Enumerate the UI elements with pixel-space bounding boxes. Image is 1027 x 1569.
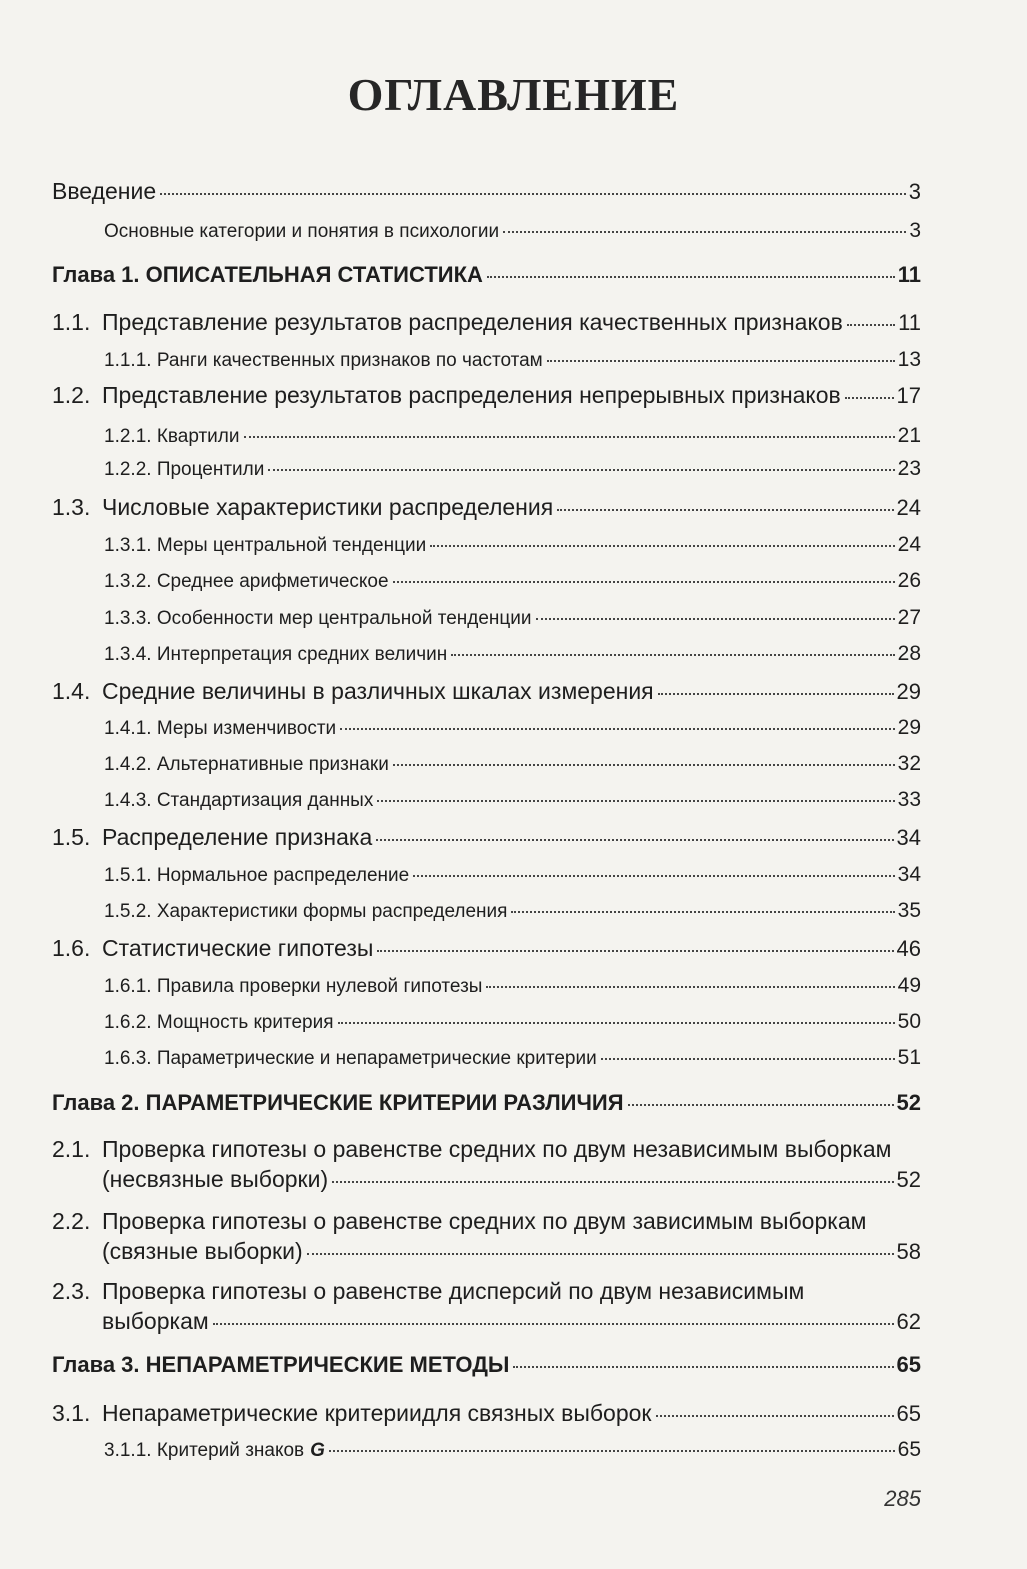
- dot-leader: [845, 397, 894, 399]
- entry-page: 65: [896, 1401, 921, 1426]
- entry-title: Статистические гипотезы: [102, 935, 374, 961]
- dot-leader: [847, 324, 895, 326]
- toc-entry-subsection[interactable]: [104, 569, 921, 593]
- toc-entry-section-continuation[interactable]: [102, 1166, 921, 1193]
- entry-title: 1.2.1. Квартили: [104, 426, 240, 447]
- toc-entry-subsection[interactable]: [104, 348, 921, 372]
- toc-entry-subsection[interactable]: [104, 863, 921, 887]
- toc-entry-subsection[interactable]: [104, 219, 921, 243]
- toc-entry-subsection[interactable]: [104, 716, 921, 740]
- entry-page: 29: [897, 716, 921, 739]
- entry-page: 27: [897, 606, 921, 629]
- toc-entry-section-continuation[interactable]: [102, 1238, 921, 1265]
- dot-leader: [486, 986, 894, 988]
- toc-entry-section[interactable]: [52, 309, 921, 336]
- dot-leader: [377, 800, 894, 802]
- toc-entry-section[interactable]: [52, 1208, 921, 1235]
- entry-page: 17: [896, 383, 921, 408]
- entry-page: 13: [897, 348, 921, 371]
- toc-entry-chapter-2[interactable]: [52, 1090, 921, 1116]
- toc-entry-section-continuation[interactable]: [102, 1308, 921, 1335]
- entry-page: 23: [897, 457, 921, 480]
- dot-leader: [547, 360, 895, 362]
- section-number: 3.1.: [52, 1400, 91, 1426]
- dot-leader: [430, 545, 894, 547]
- entry-title: Глава 2. ПАРАМЕТРИЧЕСКИЕ КРИТЕРИИ РАЗЛИЧИЯ: [52, 1090, 624, 1115]
- page-number: 285: [884, 1486, 921, 1511]
- entry-title: Представление результатов распределения качественных признаков: [102, 309, 843, 335]
- entry-title: Проверка гипотезы о равенстве дисперсий по двум независимым: [102, 1278, 805, 1304]
- entry-title: 3.1.1. Критерий знаков: [104, 1440, 305, 1461]
- section-number: 1.4.: [52, 678, 91, 704]
- entry-title: 1.5.2. Характеристики формы распределения: [104, 901, 508, 922]
- dot-leader: [451, 654, 894, 656]
- toc-entry-section[interactable]: [52, 935, 921, 962]
- entry-page: 33: [897, 788, 921, 811]
- entry-page: 49: [897, 974, 921, 997]
- section-number: 1.6.: [52, 935, 91, 961]
- toc-entry-subsection[interactable]: [104, 642, 921, 666]
- entry-title: 1.5.1. Нормальное распределение: [104, 865, 410, 886]
- toc-entry-section[interactable]: [52, 494, 921, 521]
- entry-title: 1.4.3. Стандартизация данных: [104, 790, 374, 811]
- entry-page: 52: [896, 1167, 921, 1192]
- entry-title: 1.4.2. Альтернативные признаки: [104, 754, 389, 775]
- entry-page: 32: [897, 752, 921, 775]
- dot-leader: [601, 1058, 895, 1060]
- toc-entry-section[interactable]: [52, 382, 921, 409]
- section-number: 1.1.: [52, 309, 91, 335]
- toc-entry-introduction[interactable]: [52, 178, 921, 205]
- dot-leader: [268, 469, 894, 471]
- toc-entry-section[interactable]: [52, 824, 921, 851]
- dot-leader: [511, 911, 894, 913]
- entry-page: 34: [897, 863, 921, 886]
- entry-title-continuation: (связные выборки): [102, 1238, 303, 1264]
- toc-entry-subsection[interactable]: [104, 974, 921, 998]
- toc-entry-subsection[interactable]: [104, 899, 921, 923]
- entry-title: Глава 3. НЕПАРАМЕТРИЧЕСКИЕ МЕТОДЫ: [52, 1352, 510, 1377]
- entry-title: Непараметрические критериидля связных выборок: [102, 1400, 652, 1426]
- entry-title: 1.1.1. Ранги качественных признаков по частотам: [104, 350, 543, 371]
- dot-leader: [393, 581, 895, 583]
- dot-leader: [329, 1450, 895, 1452]
- entry-page: 24: [897, 533, 921, 556]
- dot-leader: [656, 1415, 894, 1417]
- dot-leader: [338, 1022, 895, 1024]
- entry-page: 11: [897, 262, 921, 287]
- entry-page: 34: [896, 825, 921, 850]
- entry-title: 1.2.2. Процентили: [104, 459, 265, 480]
- entry-title: 1.6.1. Правила проверки нулевой гипотезы: [104, 976, 483, 997]
- entry-title: Представление результатов распределения непрерывных признаков: [102, 382, 841, 408]
- toc-entry-chapter-3[interactable]: [52, 1352, 921, 1378]
- entry-page: 65: [897, 1438, 921, 1461]
- toc-entry-subsection[interactable]: [104, 424, 921, 448]
- dot-leader: [244, 436, 895, 438]
- entry-page: 50: [897, 1010, 921, 1033]
- entry-page: 58: [896, 1239, 921, 1264]
- entry-page: 62: [896, 1309, 921, 1334]
- entry-page: 52: [896, 1090, 921, 1115]
- dot-leader: [213, 1323, 894, 1325]
- dot-leader: [628, 1104, 894, 1106]
- entry-title: 1.3.1. Меры центральной тенденции: [104, 535, 427, 556]
- dot-leader: [658, 693, 894, 695]
- section-number: 2.2.: [52, 1208, 91, 1234]
- entry-title-continuation: (несвязные выборки): [102, 1166, 329, 1192]
- entry-page: 51: [897, 1046, 921, 1069]
- dot-leader: [377, 950, 893, 952]
- dot-leader: [413, 875, 894, 877]
- dot-leader: [393, 764, 895, 766]
- entry-title: 1.6.2. Мощность критерия: [104, 1012, 334, 1033]
- dot-leader: [376, 839, 893, 841]
- entry-title: Основные категории и понятия в психологии: [104, 221, 500, 242]
- dot-leader: [160, 193, 906, 195]
- section-number: 2.1.: [52, 1136, 91, 1162]
- entry-page: 35: [897, 899, 921, 922]
- toc-entry-section[interactable]: [52, 1400, 921, 1427]
- entry-title: 1.3.4. Интерпретация средних величин: [104, 644, 448, 665]
- toc-entry-section[interactable]: [52, 1136, 921, 1163]
- entry-title: Введение: [52, 178, 157, 204]
- entry-title: 1.6.3. Параметрические и непараметрические критерии: [104, 1048, 597, 1069]
- entry-title: 1.3.2. Среднее арифметическое: [104, 571, 389, 592]
- criterion-symbol: G: [310, 1440, 325, 1461]
- toc-entry-subsection[interactable]: [104, 1046, 921, 1070]
- toc-entry-subsection[interactable]: [104, 1438, 921, 1462]
- toc-entry-chapter-1[interactable]: [52, 262, 921, 288]
- entry-page: 26: [897, 569, 921, 592]
- entry-page: 29: [896, 679, 921, 704]
- entry-page: 3: [908, 179, 921, 204]
- section-number: 2.3.: [52, 1278, 91, 1304]
- entry-page: 21: [897, 424, 921, 447]
- entry-title: Распределение признака: [102, 824, 373, 850]
- toc-entry-subsection[interactable]: [104, 1010, 921, 1034]
- entry-title: 1.3.3. Особенности мер центральной тенденции: [104, 608, 532, 629]
- section-number: 1.3.: [52, 494, 91, 520]
- toc-entry-subsection[interactable]: [104, 752, 921, 776]
- dot-leader: [332, 1181, 893, 1183]
- dot-leader: [487, 276, 895, 278]
- entry-page: 3: [909, 219, 921, 242]
- toc-entry-subsection[interactable]: [104, 533, 921, 557]
- entry-page: 11: [898, 310, 921, 335]
- entry-page: 46: [896, 936, 921, 961]
- dot-leader: [340, 728, 894, 730]
- dot-leader: [307, 1253, 894, 1255]
- toc-entry-subsection[interactable]: [104, 457, 921, 481]
- dot-leader: [513, 1366, 893, 1368]
- entry-title: Проверка гипотезы о равенстве средних по двум зависимым выборкам: [102, 1208, 867, 1234]
- dot-leader: [503, 231, 906, 233]
- toc-entry-section[interactable]: [52, 678, 921, 705]
- entry-page: 65: [896, 1352, 921, 1377]
- entry-page: 24: [896, 495, 921, 520]
- dot-leader: [557, 509, 893, 511]
- dot-leader: [536, 618, 895, 620]
- toc-entry-subsection[interactable]: [104, 788, 921, 812]
- entry-title: Глава 1. ОПИСАТЕЛЬНАЯ СТАТИСТИКА: [52, 262, 483, 287]
- page-title: ОГЛАВЛЕНИЕ: [347, 69, 680, 120]
- entry-title-continuation: выборкам: [102, 1308, 209, 1334]
- section-number: 1.5.: [52, 824, 91, 850]
- entry-title: Средние величины в различных шкалах измерения: [102, 678, 654, 704]
- toc-entry-section[interactable]: [52, 1278, 921, 1305]
- entry-title: Проверка гипотезы о равенстве средних по двум независимым выборкам: [102, 1136, 892, 1162]
- entry-title: Числовые характеристики распределения: [102, 494, 554, 520]
- entry-title: 1.4.1. Меры изменчивости: [104, 718, 337, 739]
- toc-entry-subsection[interactable]: [104, 606, 921, 630]
- entry-page: 28: [897, 642, 921, 665]
- section-number: 1.2.: [52, 382, 91, 408]
